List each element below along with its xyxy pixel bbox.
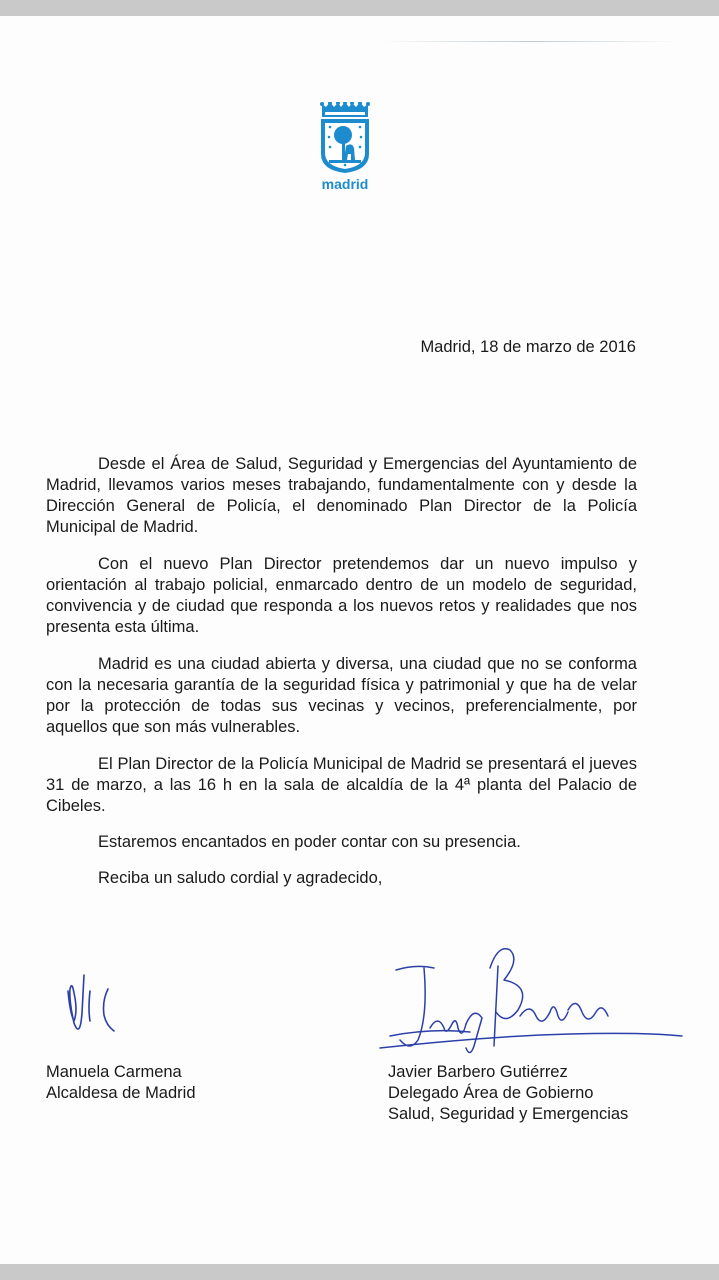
signature-right xyxy=(370,936,690,1066)
signature-left xyxy=(60,951,140,1051)
signatory-right-title: Delegado Área de Gobierno xyxy=(388,1084,594,1102)
signatory-right-area: Salud, Seguridad y Emergencias xyxy=(388,1105,629,1123)
signatory-left-name: Manuela Carmena xyxy=(46,1063,182,1081)
signatory-left xyxy=(46,1062,196,1104)
body-paragraph-2: Con el nuevo Plan Director pretendemos dar un nuevo impulso y orientación al trabajo policial, enmarcado dentro de un modelo de seguridad, convivencia y de ciudad que responda a los nuevos retos y realidades que nos presenta esta última. xyxy=(46,555,637,636)
signatory-right xyxy=(388,1062,628,1125)
letter-page xyxy=(0,16,719,1264)
signatory-right-name: Javier Barbero Gutiérrez xyxy=(388,1063,568,1081)
madrid-coat-of-arms-icon xyxy=(316,102,374,174)
letter-date: Madrid, 18 de marzo de 2016 xyxy=(420,338,636,356)
body-paragraph-3: Madrid es una ciudad abierta y diversa, una ciudad que no se conforma con la necesaria garantía de la seguridad física y patrimonial y que ha de velar por la protección de todas sus vecinas y vecinos, preferencialmente, por aquellos que son más vulnerables. xyxy=(46,655,637,736)
signatory-left-title: Alcaldesa de Madrid xyxy=(46,1084,196,1102)
body-paragraph-4: El Plan Director de la Policía Municipal de Madrid se presentará el jueves 31 de marzo, a las 16 h en la sala de alcaldía de la 4ª planta del Palacio de Cibeles. xyxy=(46,755,637,815)
body-paragraph-1: Desde el Área de Salud, Seguridad y Emergencias del Ayuntamiento de Madrid, llevamos varios meses trabajando, fundamentalmente con y desde la Dirección General de Policía, el denominado Plan Director de la Policía Municipal de Madrid. xyxy=(46,455,637,536)
closing-salutation: Reciba un saludo cordial y agradecido, xyxy=(98,869,383,887)
logo-wordmark: madrid xyxy=(321,176,369,192)
madrid-logo xyxy=(316,102,376,194)
body-paragraph-5: Estaremos encantados en poder contar con su presencia. xyxy=(98,833,521,851)
bottom-bar xyxy=(0,1264,719,1280)
header-rule xyxy=(380,41,680,42)
